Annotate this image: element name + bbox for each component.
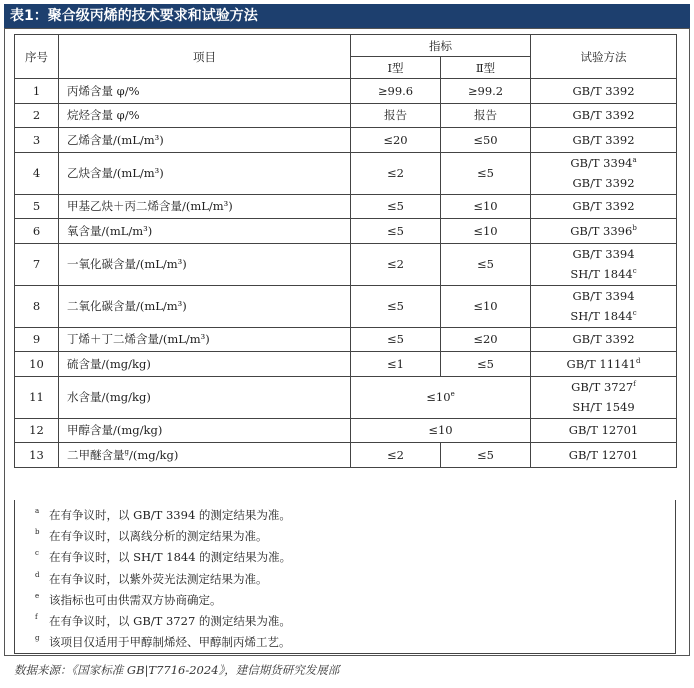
cell-type1: 报告: [351, 103, 441, 128]
method-footnote-mark: a: [632, 156, 637, 165]
cell-type1: ≤5: [351, 285, 441, 327]
cell-type1: ≤2: [351, 152, 441, 194]
method-text: GB/T 3392: [572, 176, 635, 190]
footnote-text: 在有争议时，以 SH/T 1844 的测定结果为准。: [49, 550, 292, 565]
method-line: [535, 84, 672, 98]
method-line: [535, 199, 672, 213]
footnote: [35, 612, 291, 630]
method-text: GB/T 3396: [570, 223, 633, 238]
item-label: 烷烃含量 φ/%: [67, 108, 140, 123]
method-line: [535, 397, 672, 417]
cell-type1: ≤2: [351, 443, 441, 468]
footnote-text: 在有争议时，以 GB/T 3727 的测定结果为准。: [49, 614, 291, 628]
item-label: 丁烯＋丁二烯含量/(mL/m³): [67, 332, 210, 347]
method-line: [535, 108, 672, 122]
cell-item: [59, 327, 351, 352]
method-text: GB/T 3392: [572, 199, 635, 214]
cell-method: [531, 128, 677, 153]
footnote-text: 在有争议时，以离线分析的测定结果为准。: [49, 529, 268, 544]
index-value: ≤10: [426, 390, 451, 404]
method-text: GB/T 3392: [572, 108, 635, 123]
footnotes: [14, 500, 676, 654]
cell-index-merged: [351, 418, 531, 443]
item-unit: /(mg/kg): [128, 447, 179, 462]
index-footnote-mark: e: [450, 390, 455, 399]
cell-method: [531, 152, 677, 194]
cell-method: [531, 79, 677, 104]
cell-item: [59, 103, 351, 128]
method-text: GB/T 3394: [572, 247, 635, 261]
footnote: [35, 548, 292, 566]
cell-method: [531, 219, 677, 244]
item-label: 二氧化碳含量/(mL/m³): [67, 299, 187, 313]
data-source: 数据来源：《国家标准 GB|T7716-2024》，建信期货研究发展部: [14, 663, 340, 677]
footnote: [35, 527, 268, 545]
method-line: [535, 173, 672, 193]
footnote-mark: f: [35, 613, 38, 621]
cell-item: [59, 243, 351, 285]
table-row: [15, 285, 677, 327]
cell-seq: 6: [15, 219, 59, 244]
table-row: [15, 79, 677, 104]
method-text: SH/T 1844: [570, 309, 633, 323]
cell-seq: 11: [15, 376, 59, 418]
table-row: [15, 194, 677, 219]
cell-seq: 5: [15, 194, 59, 219]
cell-item: [59, 285, 351, 327]
footnote-mark: b: [35, 528, 40, 537]
method-line: [535, 448, 672, 462]
method-line: [535, 286, 672, 306]
method-text: GB/T 11141: [566, 356, 636, 371]
cell-method: [531, 285, 677, 327]
method-text: GB/T 3392: [572, 132, 635, 147]
method-text: GB/T 3727: [571, 380, 634, 394]
cell-type1: ≤20: [351, 128, 441, 153]
cell-item: [59, 152, 351, 194]
header-method: 试验方法: [531, 35, 677, 79]
method-text: GB/T 3394: [572, 289, 635, 303]
method-text: GB/T 3392: [572, 332, 635, 347]
cell-type2: 报告: [441, 103, 531, 128]
cell-seq: 12: [15, 418, 59, 443]
table-title: 表1：聚合级丙烯的技术要求和试验方法: [4, 4, 690, 28]
method-footnote-mark: c: [632, 309, 637, 318]
cell-type2: ≤10: [441, 219, 531, 244]
method-footnote-mark: c: [632, 267, 637, 276]
cell-type1: ≥99.6: [351, 79, 441, 104]
cell-seq: 10: [15, 352, 59, 377]
cell-method: [531, 418, 677, 443]
footnote: [35, 633, 291, 651]
method-footnote-mark: b: [632, 223, 637, 232]
cell-type1: ≤5: [351, 219, 441, 244]
method-text: GB/T 12701: [568, 423, 639, 438]
item-footnote-mark: g: [124, 447, 129, 456]
method-line: [535, 306, 672, 326]
method-line: [535, 377, 672, 397]
cell-item: [59, 376, 351, 418]
cell-type2: ≤5: [441, 152, 531, 194]
item-label: 二甲醚含量: [67, 447, 125, 462]
cell-type1: ≤2: [351, 243, 441, 285]
cell-seq: 8: [15, 285, 59, 327]
method-footnote-mark: f: [633, 380, 636, 389]
table-row: [15, 103, 677, 128]
method-line: [535, 423, 672, 437]
method-text: SH/T 1549: [572, 400, 635, 414]
cell-item: [59, 418, 351, 443]
cell-method: [531, 443, 677, 468]
method-text: GB/T 12701: [568, 447, 639, 462]
cell-method: [531, 243, 677, 285]
cell-type2: ≤20: [441, 327, 531, 352]
cell-index-merged: [351, 376, 531, 418]
footnote-text: 该项目仅适用于甲醇制烯烃、甲醇制丙烯工艺。: [49, 635, 291, 650]
cell-type1: ≤5: [351, 327, 441, 352]
cell-method: [531, 376, 677, 418]
cell-seq: 1: [15, 79, 59, 104]
footnote-text: 该指标也可由供需双方协商确定。: [49, 592, 222, 607]
header-index: 指标: [351, 35, 531, 57]
cell-seq: 7: [15, 243, 59, 285]
item-label: 一氧化碳含量/(mL/m³): [67, 257, 187, 271]
item-label: 甲基乙炔＋丙二烯含量/(mL/m³): [67, 199, 233, 214]
table-row: [15, 243, 677, 285]
header-item: 项目: [59, 35, 351, 79]
method-line: [535, 153, 672, 173]
cell-seq: 13: [15, 443, 59, 468]
item-label: 乙烯含量/(mL/m³): [67, 132, 164, 147]
cell-type2: ≤10: [441, 194, 531, 219]
table-row: [15, 443, 677, 468]
method-line: [535, 332, 672, 346]
method-line: [535, 264, 672, 284]
spec-table: [14, 34, 677, 468]
item-label: 氧含量/(mL/m³): [67, 223, 153, 238]
cell-method: [531, 352, 677, 377]
cell-method: [531, 194, 677, 219]
footnote-text: 在有争议时，以 GB/T 3394 的测定结果为准。: [49, 508, 291, 522]
method-line: [535, 244, 672, 264]
table-row: [15, 418, 677, 443]
table-row: [15, 152, 677, 194]
cell-seq: 3: [15, 128, 59, 153]
cell-item: [59, 128, 351, 153]
cell-item: [59, 219, 351, 244]
table-row: [15, 128, 677, 153]
footnote-mark: g: [35, 634, 40, 643]
cell-item: [59, 194, 351, 219]
method-line: [535, 357, 672, 371]
footnote-mark: a: [35, 507, 40, 515]
cell-type2: ≤5: [441, 352, 531, 377]
header-seq: 序号: [15, 35, 59, 79]
item-label: 乙炔含量/(mL/m³): [67, 166, 164, 180]
method-text: SH/T 1844: [570, 267, 633, 281]
cell-type2: ≤5: [441, 243, 531, 285]
item-label: 丙烯含量 φ/%: [67, 83, 140, 98]
cell-method: [531, 327, 677, 352]
footnote-mark: c: [35, 549, 39, 558]
table-row: [15, 376, 677, 418]
cell-seq: 4: [15, 152, 59, 194]
method-footnote-mark: d: [635, 356, 641, 365]
index-value: ≤10: [428, 423, 453, 438]
cell-item: [59, 79, 351, 104]
item-label: 甲醇含量/(mg/kg): [67, 423, 163, 438]
cell-item: [59, 443, 351, 468]
cell-type2: ≥99.2: [441, 79, 531, 104]
method-line: [535, 133, 672, 147]
cell-seq: 2: [15, 103, 59, 128]
method-text: GB/T 3394: [570, 156, 633, 170]
table-row: [15, 352, 677, 377]
cell-type2: ≤10: [441, 285, 531, 327]
footnote-mark: d: [35, 570, 40, 579]
footnote: [35, 570, 268, 588]
method-line: [535, 224, 672, 238]
item-label: 硫含量/(mg/kg): [67, 356, 151, 371]
table-row: [15, 219, 677, 244]
footnote-mark: e: [35, 591, 40, 600]
footnote: [35, 591, 222, 609]
cell-item: [59, 352, 351, 377]
cell-method: [531, 103, 677, 128]
method-text: GB/T 3392: [572, 83, 635, 98]
footnote-text: 在有争议时，以紫外荧光法测定结果为准。: [49, 571, 268, 586]
cell-seq: 9: [15, 327, 59, 352]
header-type1: Ⅰ型: [351, 57, 441, 79]
cell-type1: ≤1: [351, 352, 441, 377]
cell-type2: ≤50: [441, 128, 531, 153]
footnote: [35, 506, 291, 524]
table-row: [15, 327, 677, 352]
cell-type1: ≤5: [351, 194, 441, 219]
cell-type2: ≤5: [441, 443, 531, 468]
header-type2: Ⅱ型: [441, 57, 531, 79]
item-label: 水含量/(mg/kg): [67, 390, 151, 404]
